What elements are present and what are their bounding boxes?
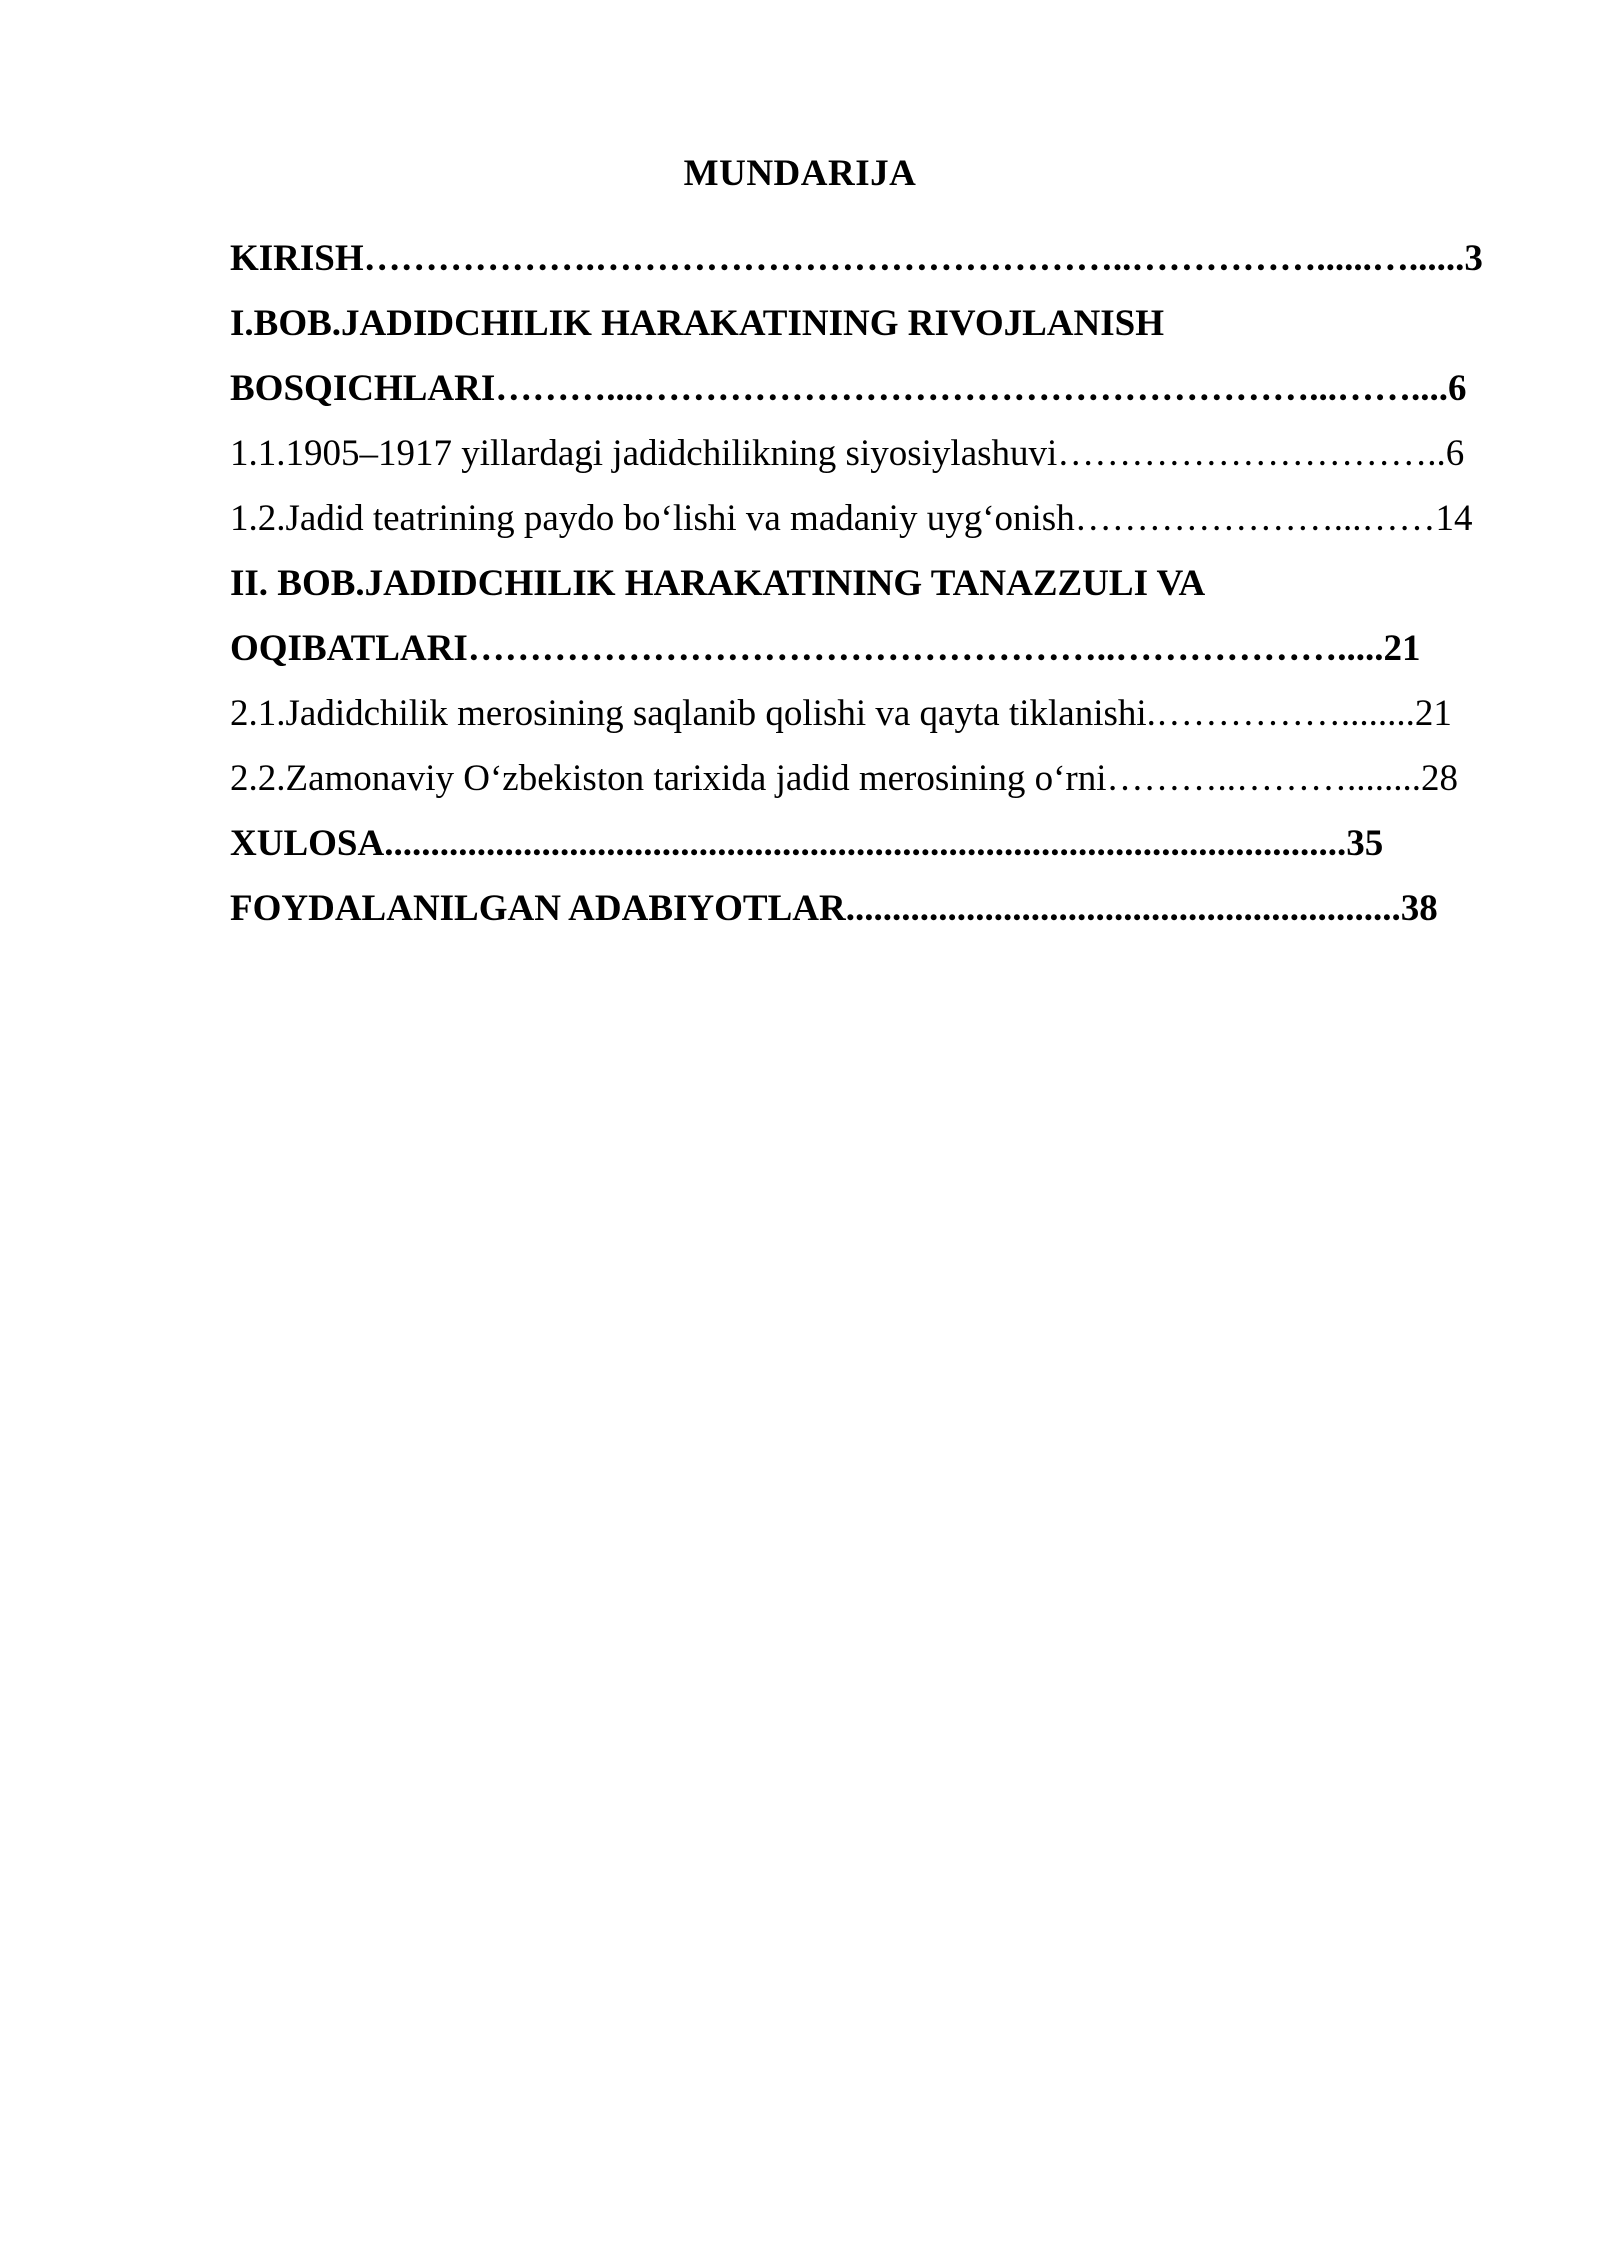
toc-entry-kirish: KIRISH……………….……………………………………..……………......…......3 xyxy=(230,238,1483,279)
toc-entry-chapter-2-title: II. BOB.JADIDCHILIK HARAKATINING TANAZZULI VA xyxy=(230,563,1206,604)
toc-entry-section-2-1: 2.1.Jadidchilik merosining saqlanib qolishi va qayta tiklanishi.……………........21 xyxy=(230,693,1452,734)
table-of-contents xyxy=(230,230,1492,945)
toc-entry-section-1-2: 1.2.Jadid teatrining paydo boʻlishi va madaniy uygʻonish…………………...……14 xyxy=(230,498,1473,539)
toc-entry-section-1-1: 1.1.1905–1917 yillardagi jadidchilikning siyosiylashuvi…………………………..6 xyxy=(230,433,1465,474)
toc-entry-xulosa: XULOSA........................................................................................................35 xyxy=(230,823,1384,864)
toc-title: MUNDARIJA xyxy=(683,153,917,194)
toc-entry-chapter-2-title-cont: OQIBATLARI……………………………………………..……………….....21 xyxy=(230,628,1421,669)
toc-entry-section-2-2: 2.2.Zamonaviy Oʻzbekiston tarixida jadid merosining oʻrni………..………........28 xyxy=(230,758,1458,799)
toc-entry-adabiyotlar: FOYDALANILGAN ADABIYOTLAR............................................................38 xyxy=(230,888,1438,929)
toc-entry-chapter-1-title: I.BOB.JADIDCHILIK HARAKATINING RIVOJLANISH xyxy=(230,303,1164,344)
toc-entry-chapter-1-title-cont: BOSQICHLARI………....………………………………………………...……....6 xyxy=(230,368,1467,409)
